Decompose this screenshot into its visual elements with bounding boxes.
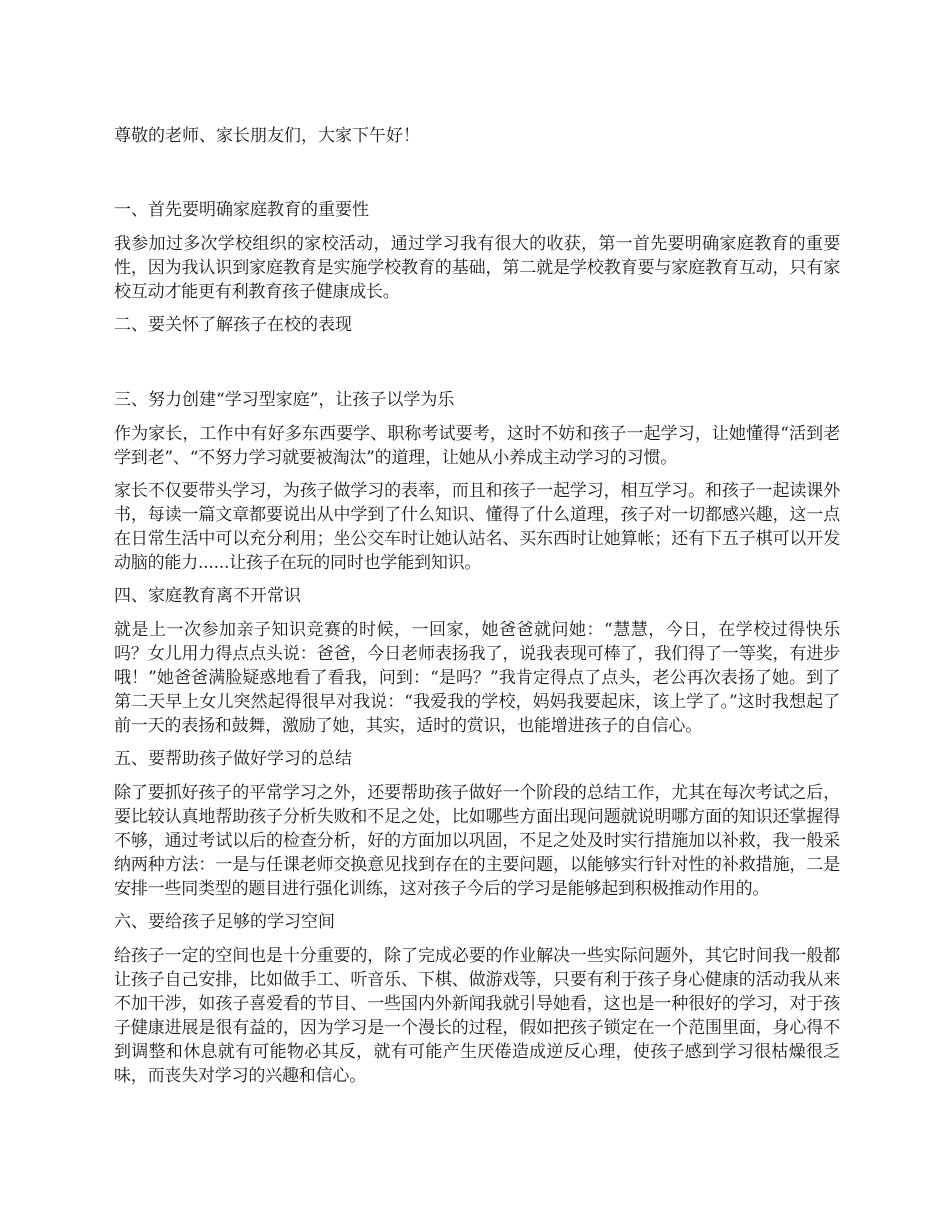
section-heading-4: 四、家庭教育离不开常识 <box>114 586 301 606</box>
section-body-3b: 家长不仅要带头学习，为孩子做学习的表率，而且和孩子一起学习，相互学习。和孩子一起读课外书，每读一篇文章都要说出从中学到了什么知识、懂得了什么道理，孩子对一切都感兴趣，这一点在日常生活中可以充分利用；坐公交车时让她认站名、买东西时让她算帐；还有下五子棋可以开发动脑的能力......让孩子在玩的同时也学能到知识。 <box>114 481 840 573</box>
section-heading-3: 三、努力创建“学习型家庭”，让孩子以学为乐 <box>114 390 455 410</box>
section-heading-5: 五、要帮助孩子做好学习的总结 <box>114 749 352 769</box>
section-heading-6: 六、要给孩子足够的学习空间 <box>114 912 335 932</box>
section-heading-2: 二、要关怀了解孩子在校的表现 <box>114 315 352 335</box>
document-page <box>114 124 840 1097</box>
section-body-4: 就是上一次参加亲子知识竞赛的时候，一回家，她爸爸就问她：“慧慧，今日，在学校过得快乐吗？女儿用力得点点头说：爸爸，今日老师表扬我了，说我表现可棒了，我们得了一等奖，有进步哦！”她爸爸满脸疑惑地看了看我，问到：“是吗？”我肯定得点了点头，老公再次表扬了她。到了第二天早上女儿突然起得很早对我说：“我爱我的学校，妈妈我要起床，该上学了。”这时我想起了前一天的表扬和鼓舞，激励了她，其实，适时的赏识，也能增进孩子的自信心。 <box>114 620 840 736</box>
section-body-1: 我参加过多次学校组织的家校活动，通过学习我有很大的收获，第一首先要明确家庭教育的重要性，因为我认识到家庭教育是实施学校教育的基础，第二就是学校教育要与家庭教育互动，只有家校互动才能更有利教育孩子健康成长。 <box>114 234 840 302</box>
blank-space <box>114 347 840 388</box>
section-heading-1: 一、首先要明确家庭教育的重要性 <box>114 200 369 220</box>
section-body-5: 除了要抓好孩子的平常学习之外，还要帮助孩子做好一个阶段的总结工作，尤其在每次考试之后，要比较认真地帮助孩子分析失败和不足之处，比如哪些方面出现问题就说明哪方面的知识还掌握得不够，通过考试以后的检查分析，好的方面加以巩固，不足之处及时实行措施加以补救，我一般采纳两种方法：一是与任课老师交换意见找到存在的主要问题，以能够实行针对性的补救措施，二是安排一些同类型的题目进行强化训练，这对孩子今后的学习是能够起到积极推动作用的。 <box>114 783 840 899</box>
greeting: 尊敬的老师、家长朋友们，大家下午好！ <box>114 126 420 146</box>
section-body-3a: 作为家长，工作中有好多东西要学、职称考试要考，这时不妨和孩子一起学习，让她懂得“活到老学到老”、“不努力学习就要被淘汰”的道理，让她从小养成主动学习的习惯。 <box>114 424 840 468</box>
section-body-6: 给孩子一定的空间也是十分重要的，除了完成必要的作业解决一些实际问题外，其它时间我一般都让孩子自己安排，比如做手工、听音乐、下棋、做游戏等，只要有利于孩子身心健康的活动我从来不加干涉，如孩子喜爱看的节目、一些国内外新闻我就引导她看，这也是一种很好的学习，对于孩子健康进展是很有益的，因为学习是一个漫长的过程，假如把孩子锁定在一个范围里面，身心得不到调整和休息就有可能物必其反，就有可能产生厌倦造成逆反心理，使孩子感到学习很枯燥很乏味，而丧失对学习的兴趣和信心。 <box>114 946 840 1086</box>
